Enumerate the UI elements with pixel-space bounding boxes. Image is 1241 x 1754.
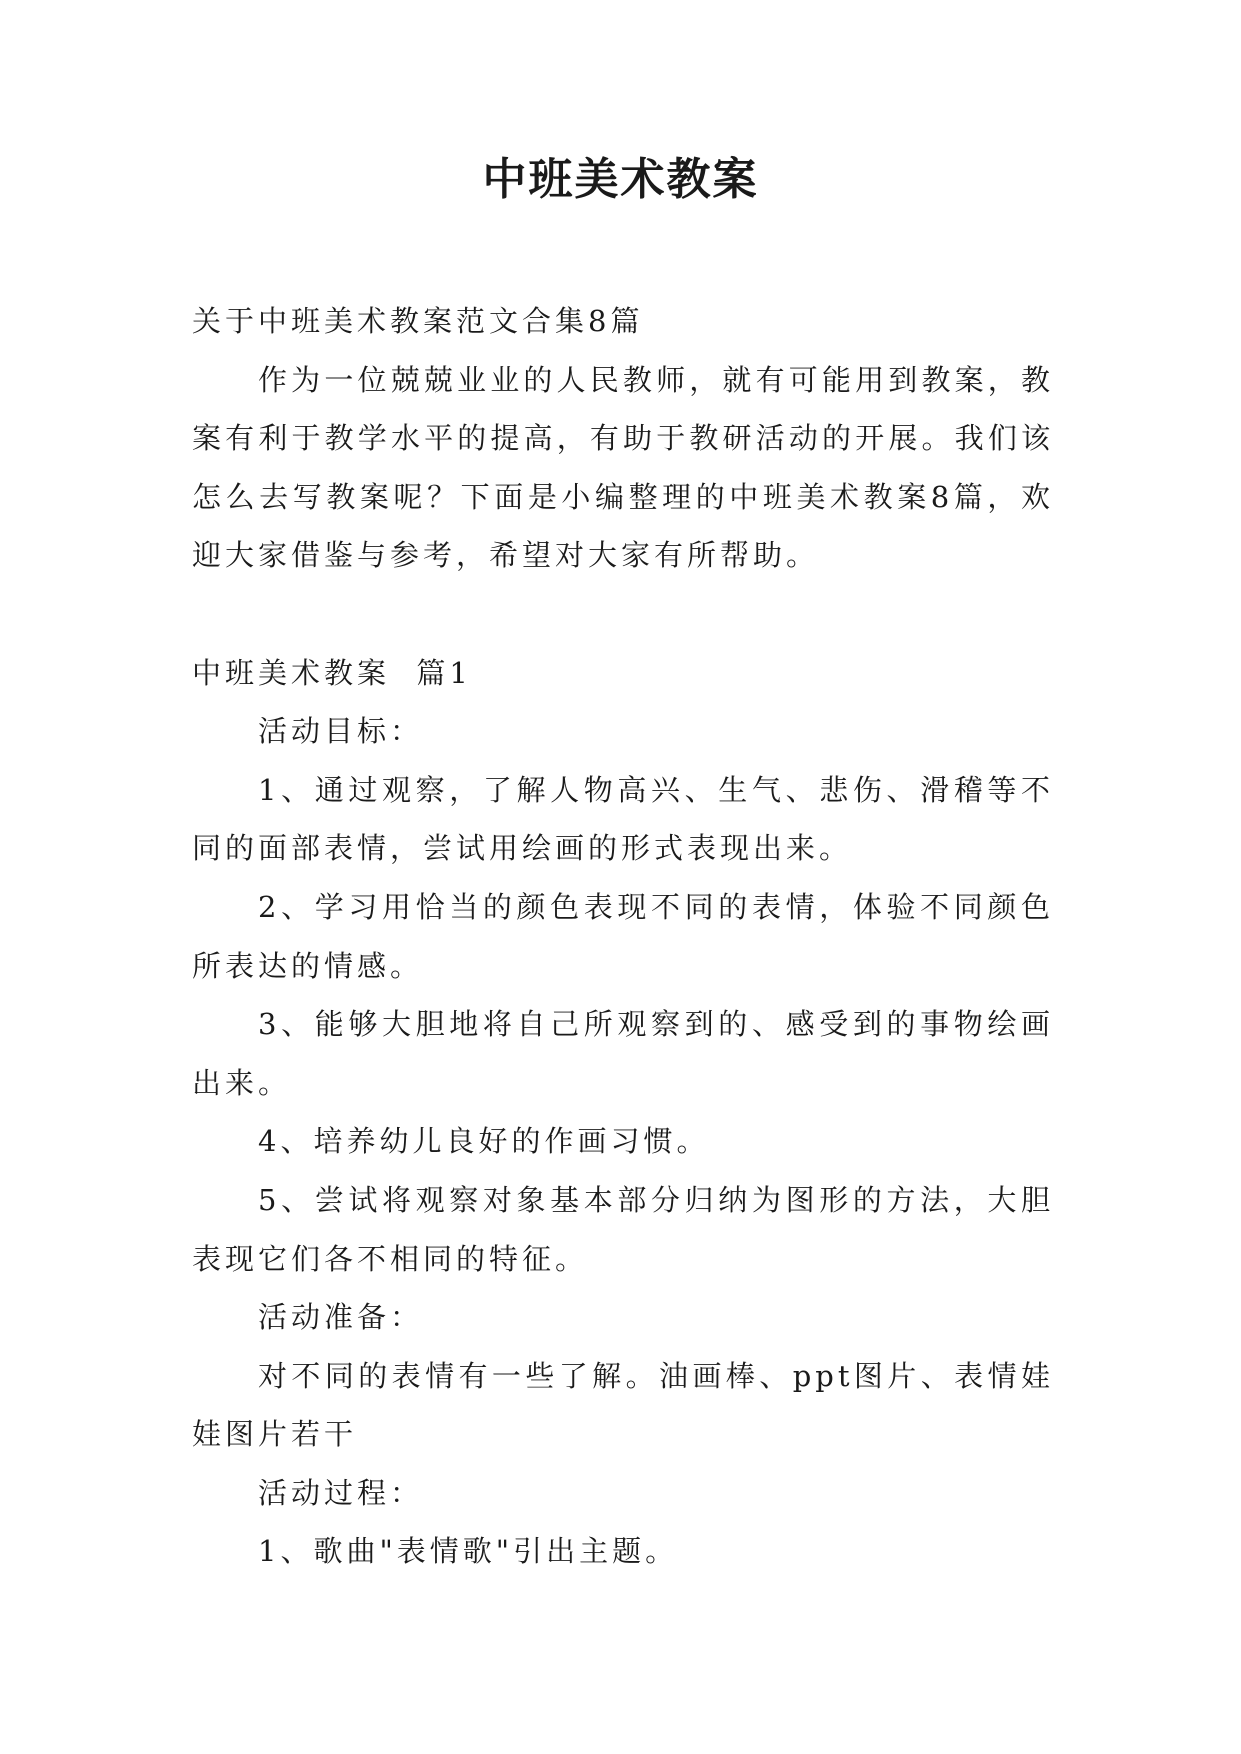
goal-item-1: 1、通过观察，了解人物高兴、生气、悲伤、滑稽等不同的面部表情，尝试用绘画的形式表现出来。 xyxy=(192,772,1054,866)
process-heading: 活动过程： xyxy=(258,1475,424,1510)
paragraph-spacer xyxy=(192,585,1054,644)
goal-item-2: 2、学习用恰当的颜色表现不同的表情，体验不同颜色所表达的情感。 xyxy=(192,889,1054,983)
process-item-1: 1、歌曲"表情歌"引出主题。 xyxy=(258,1534,679,1569)
goal-item-3: 3、能够大胆地将自己所观察到的、感受到的事物绘画出来。 xyxy=(192,1007,1054,1100)
goals-heading: 活动目标： xyxy=(258,714,424,749)
goal-item-5: 5、尝试将观察对象基本部分归纳为图形的方法，大胆表现它们各不相同的特征。 xyxy=(192,1182,1054,1276)
prep-paragraph: 对不同的表情有一些了解。油画棒、ppt图片、表情娃娃图片若干 xyxy=(192,1358,1054,1452)
prep-heading: 活动准备： xyxy=(258,1300,424,1335)
section-heading: 中班美术教案 篇1 xyxy=(192,655,472,690)
intro-paragraph: 作为一位兢兢业业的人民教师，就有可能用到教案，教案有利于教学水平的提高，有助于教研活动的开展。我们该怎么去写教案呢？下面是小编整理的中班美术教案8篇，欢迎大家借鉴与参考，希望对大家有所帮助。 xyxy=(192,362,1054,573)
document-title: 中班美术教案 xyxy=(482,154,759,205)
document-body xyxy=(192,292,1054,1581)
goal-item-4: 4、培养幼儿良好的作画习惯。 xyxy=(258,1124,710,1159)
document-subtitle: 关于中班美术教案范文合集8篇 xyxy=(192,304,644,338)
